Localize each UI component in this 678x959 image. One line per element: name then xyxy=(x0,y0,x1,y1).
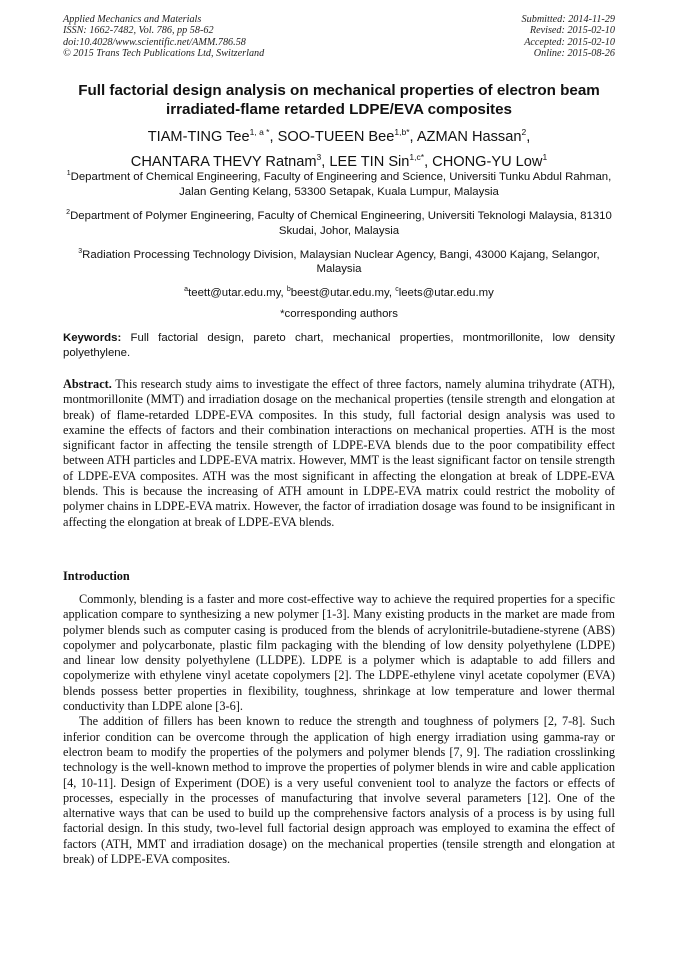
paper-title: Full factorial design analysis on mechanical properties of electron beam irradiated-flame retarded LDPE/EVA composites xyxy=(78,82,600,118)
author-affiliation-mark: 1,c* xyxy=(409,151,425,162)
author-affiliation-mark: 1 xyxy=(542,151,548,162)
abstract-label: Abstract. xyxy=(63,377,112,391)
author-affiliation-mark: 3 xyxy=(316,151,322,162)
author-name: TIAM-TING Tee xyxy=(147,128,250,145)
keywords-text: Full factorial design, pareto chart, mechanical properties, montmorillonite, low density polyethylene. xyxy=(63,332,615,360)
online-date: Online: 2015-08-26 xyxy=(533,48,615,60)
paragraph: The addition of fillers has been known to reduce the strength and toughness of polymers [2, 7-8]. Such inferior condition can be overcome through the application of high energy irradiation using gamma-ray or electron beam to modify the properties of the polymers and polymer blends [7, 9]. The radiation crosslinking technology is the well-known method to improve the properties of polymer blends in wire and cable application [4, 10-11]. Design of Experiment (DOE) is a very useful convenient tool to analyze the factors or effects of processes, especially in the processes of manufacturing that involve several parameters [12]. One of the alternative ways that can be used to build up the comprehensive factors analysis of a process is by using full factorial design. In this study, two-level full factorial design approach was employed to examina the effect of factors (ATH, MMT and irradiation dosage) on the mechanical properties (tensile strength and elongation at break) of LDPE-EVA composites. xyxy=(63,714,615,867)
section-heading-introduction: Introduction xyxy=(63,569,130,583)
author-list: TIAM-TING Tee$^{1, a *}$, SOO-TUEEN Bee$^{1,b*}$, AZMAN Hassan$^2$, CHANTARA THEVY Ratnam$^3$, LEE TIN Sin$^{1,c*}$, CHONG-YU Low$^1$ xyxy=(130,127,548,170)
author-name: LEE TIN Sin xyxy=(329,153,410,170)
affiliation: $^1$Department of Chemical Engineering, Faculty of Engineering and Science, Universiti Tunku Abdul Rahman, Jalan Genting Kelang, 53300 Setapak, Kuala Lumpur, Malaysia xyxy=(66,170,612,198)
author-name: CHONG-YU Low xyxy=(432,153,543,170)
journal-name: Applied Mechanics and Materials xyxy=(63,14,202,25)
submitted-date: Submitted: 2014-11-29 xyxy=(521,14,615,25)
email-list: $^a$teett@utar.edu.my, $^b$beest@utar.edu.my, $^c$leets@utar.edu.my xyxy=(184,286,494,300)
author-affiliation-mark: 1, a * xyxy=(249,127,270,137)
author-name: AZMAN Hassan xyxy=(416,128,522,145)
doi-line: doi:10.4028/www.scientific.net/AMM.786.58 xyxy=(63,36,246,48)
email-link[interactable]: leets@utar.edu.my xyxy=(398,287,494,300)
affiliation: $^3$Radiation Processing Technology Division, Malaysian Nuclear Agency, Bangi, 43000 Kajang, Selangor, Malaysia xyxy=(78,247,600,276)
accepted-date: Accepted: 2015-02-10 xyxy=(524,36,615,48)
revised-date: Revised: 2015-02-10 xyxy=(529,25,615,37)
author-name: SOO-TUEEN Bee xyxy=(277,128,395,145)
author-affiliation-mark: 1,b* xyxy=(394,127,410,137)
paragraph: Commonly, blending is a faster and more cost-effective way to achieve the required properties for a specific application compare to synthesizing a new polymer [1-3]. Many existing products in the market are made from polymer blends such as computer casing is produced from the blends of acrylonitrile-butadiene-styrene (ABS) copolymer and polycarbonate, plastic film packaging with the blending of low density polyethylene (LDPE) and linear low density polyethylene (LLDPE). LDPE is a polymer which is adaptable to add fillers and copolymerize with ethylene vinyl acetate copolymers [2]. The LDPE-ethylene vinyl acetate copolymer (EVA) blends possess better properties in flexibility, toughness, shrinkage at low temperature and lower thermal conductivity than LDPE alone [3-6]. xyxy=(63,592,615,714)
author-name: CHANTARA THEVY Ratnam xyxy=(130,153,317,170)
journal-info xyxy=(63,14,264,60)
copyright-line: © 2015 Trans Tech Publications Ltd, Switzerland xyxy=(63,48,265,60)
email-link[interactable]: teett@utar.edu.my xyxy=(188,287,281,300)
corresponding-note: *corresponding authors xyxy=(280,308,398,321)
author-affiliation-mark: 2 xyxy=(521,127,527,137)
publication-dates xyxy=(522,14,615,60)
email-link[interactable]: beest@utar.edu.my xyxy=(290,287,389,300)
keywords-label: Keywords: xyxy=(63,332,122,344)
abstract-text: This research study aims to investigate the effect of three factors, namely alumina trihydrate (ATH), montmorillonite (MMT) and irradiation dosage on the mechanical properties (tensile strength and elongation at break) of flame-retarded LDPE-EVA composites. In this study, full factorial design analysis was used to examine the effects of factors and their combination interactions on mechanical properties. ATH is the most significant factor in affecting the tensile strength of LDPE-EVA blends due to the poor compatibility effect between ATH particles and LDPE-EVA matrix. However, MMT is the least significant factor on tensile strength of LDPE-EVA composites. ATH was the most significant in affecting the elongation at break of LDPE-EVA blends. This is because the increasing of ATH amount in LDPE-EVA matrix could restrict the mobolity of polymer chains in LDPE-EVA matrix. However, the factor of irradiation dosage was found to be insignificant in affecting the elongation at break of LDPE-EVA blends. xyxy=(63,377,615,529)
affiliations xyxy=(60,166,618,322)
abstract xyxy=(63,377,615,530)
issn-line: ISSN: 1662-7482, Vol. 786, pp 58-62 xyxy=(63,25,214,37)
introduction-body xyxy=(63,592,615,867)
keywords xyxy=(63,331,615,362)
affiliation: $^2$Department of Polymer Engineering, Faculty of Chemical Engineering, Universiti Teknologi Malaysia, 81310 Skudai, Johor, Malaysia xyxy=(66,208,612,237)
